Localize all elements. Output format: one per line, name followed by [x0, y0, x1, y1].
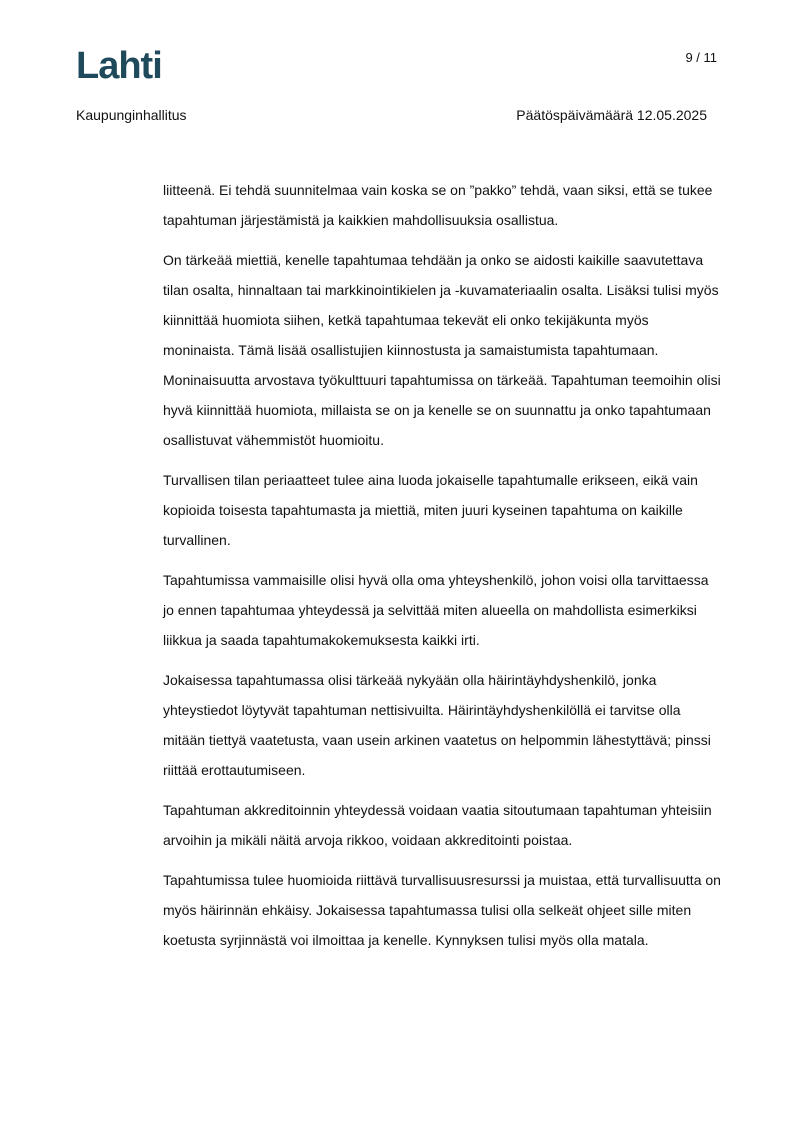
- paragraph: Tapahtumissa tulee huomioida riittävä turvallisuusresurssi ja muistaa, että turvallisuutta on myös häirinnän ehkäisy. Jokaisessa tapahtumassa tulisi olla selkeät ohjeet sille miten koetusta syrjinnästä voi ilmoittaa ja kenelle. Kynnyksen tulisi myös olla matala.: [163, 872, 721, 948]
- document-body: [163, 175, 723, 965]
- paragraph: On tärkeää miettiä, kenelle tapahtumaa tehdään ja onko se aidosti kaikille saavutettava tilan osalta, hinnaltaan tai markkinointikielen ja -kuvamateriaalin osalta. Lisäksi tulisi myös kiinnittää huomiota siihen, ketkä tapahtumaa tekevät eli onko tekijäkunta myös moninaista. Tämä lisää osallistujien kiinnostusta ja samaistumista tapahtumaan. Moninaisuutta arvostava työkulttuuri tapahtumissa on tärkeää. Tapahtuman teemoihin olisi hyvä kiinnittää huomiota, millaista se on ja kenelle se on suunnattu ja onko tapahtumaan osallistuvat vähemmistöt huomioitu.: [163, 252, 721, 448]
- paragraph: liitteenä. Ei tehdä suunnitelmaa vain koska se on ”pakko” tehdä, vaan siksi, että se tukee tapahtuman järjestämistä ja kaikkien mahdollisuuksia osallistua.: [163, 182, 713, 228]
- paragraph: Turvallisen tilan periaatteet tulee aina luoda jokaiselle tapahtumalle erikseen, eikä vain kopioida toisesta tapahtumasta ja miettiä, miten juuri kyseinen tapahtuma on kaikille turvallinen.: [163, 472, 698, 548]
- decision-date: Päätöspäivämäärä 12.05.2025: [516, 107, 707, 123]
- paragraph: Tapahtumissa vammaisille olisi hyvä olla oma yhteyshenkilö, johon voisi olla tarvittaessa jo ennen tapahtumaa yhteydessä ja selvittää miten alueella on mahdollista esimerkiksi liikkua ja saada tapahtumakokemuksesta kaikki irti.: [163, 572, 709, 648]
- logo-text: Lahti: [76, 46, 162, 82]
- lahti-logo: [76, 46, 168, 82]
- page-number: 9 / 11: [685, 50, 717, 65]
- paragraph: Jokaisessa tapahtumassa olisi tärkeää nykyään olla häirintäyhdyshenkilö, jonka yhteystiedot löytyvät tapahtuman nettisivuilta. Häirintäyhdyshenkilöllä ei tarvitse olla mitään tiettyä vaatetusta, vaan usein arkinen vaatetus on helpommin lähestyttävä; pinssi riittää erottautumiseen.: [163, 672, 711, 778]
- organization-name: Kaupunginhallitus: [76, 107, 187, 123]
- paragraph: Tapahtuman akkreditoinnin yhteydessä voidaan vaatia sitoutumaan tapahtuman yhteisiin arvoihin ja mikäli näitä arvoja rikkoo, voidaan akkreditointi poistaa.: [163, 802, 712, 848]
